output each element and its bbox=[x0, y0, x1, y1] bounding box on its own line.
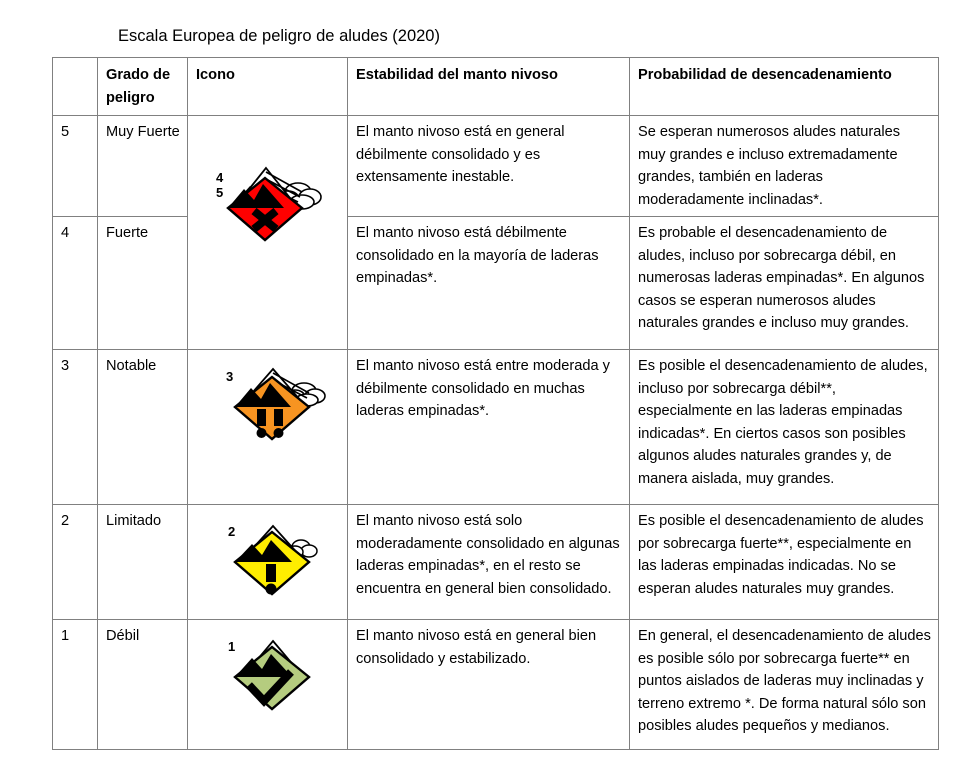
cell-grade-3: Notable bbox=[98, 350, 188, 505]
svg-text:2: 2 bbox=[228, 524, 236, 539]
svg-text:3: 3 bbox=[226, 369, 234, 384]
danger-icon-level-2 bbox=[196, 518, 356, 606]
cell-icon-level-1 bbox=[188, 620, 348, 750]
table-row bbox=[53, 116, 939, 217]
cell-grade-1: Débil bbox=[98, 620, 188, 750]
cell-probability-1: En general, el desencadenamiento de aludes es posible sólo por sobrecarga fuerte** en puntos aislados de laderas muy inclinadas y terreno extremo *. De forma natural sólo son posibles aludes pequeños y medianos. bbox=[630, 620, 939, 750]
svg-text:1: 1 bbox=[228, 639, 236, 654]
svg-text:5: 5 bbox=[216, 185, 224, 200]
cell-stability-4: El manto nivoso está débilmente consolidado en la mayoría de laderas empinadas*. bbox=[348, 217, 630, 350]
cell-stability-3: El manto nivoso está entre moderada y débilmente consolidado en muchas laderas empinadas*. bbox=[348, 350, 630, 505]
cell-icon-level-5-4 bbox=[188, 116, 348, 350]
cell-level-2: 2 bbox=[53, 505, 98, 620]
cell-stability-5: El manto nivoso está en general débilmente consolidado y es extensamente inestable. bbox=[348, 116, 630, 217]
cell-probability-5: Se esperan numerosos aludes naturales muy grandes e incluso extremadamente grandes, también en laderas moderadamente inclinadas*. bbox=[630, 116, 939, 217]
cell-probability-4: Es probable el desencadenamiento de aludes, incluso por sobrecarga débil, en numerosas laderas empinadas*. En algunos casos se esperan numerosos aludes naturales grandes e incluso muy grandes. bbox=[630, 217, 939, 350]
table-row bbox=[53, 350, 939, 505]
page-title: Escala Europea de peligro de aludes (2020) bbox=[118, 27, 440, 45]
cell-probability-3: Es posible el desencadenamiento de aludes, incluso por sobrecarga débil**, especialmente en las laderas empinadas indicadas*. En ciertos casos son posibles algunos aludes naturales grandes y, de manera aislada, muy grandes. bbox=[630, 350, 939, 505]
cell-stability-2: El manto nivoso está solo moderadamente consolidado en algunas laderas empinadas*, en el resto se encuentra en general bien consolidado. bbox=[348, 505, 630, 620]
column-header-icon: Icono bbox=[188, 58, 348, 116]
table-row bbox=[53, 620, 939, 750]
column-header-grade: Grado de peligro bbox=[98, 58, 188, 116]
danger-icon-level-3 bbox=[196, 363, 356, 455]
cell-level-4: 4 bbox=[53, 217, 98, 350]
cell-grade-4: Fuerte bbox=[98, 217, 188, 350]
cell-grade-2: Limitado bbox=[98, 505, 188, 620]
table-row bbox=[53, 505, 939, 620]
cell-level-5: 5 bbox=[53, 116, 98, 217]
cell-icon-level-2 bbox=[188, 505, 348, 620]
column-header-stability: Estabilidad del manto nivoso bbox=[348, 58, 630, 116]
column-header-level bbox=[53, 58, 98, 116]
cell-level-3: 3 bbox=[53, 350, 98, 505]
cell-icon-level-3 bbox=[188, 350, 348, 505]
cell-grade-5: Muy Fuerte bbox=[98, 116, 188, 217]
danger-icon-level-5-4 bbox=[210, 156, 330, 256]
column-header-probability: Probabilidad de desencadenamiento bbox=[630, 58, 939, 116]
cell-level-1: 1 bbox=[53, 620, 98, 750]
table-row bbox=[53, 217, 939, 350]
cell-stability-1: El manto nivoso está en general bien consolidado y estabilizado. bbox=[348, 620, 630, 750]
cell-probability-2: Es posible el desencadenamiento de aludes por sobrecarga fuerte**, especialmente en las laderas empinadas indicadas. No se esperan aludes naturales muy grandes. bbox=[630, 505, 939, 620]
avalanche-danger-scale-table bbox=[52, 57, 939, 750]
svg-text:4: 4 bbox=[216, 170, 224, 185]
danger-icon-level-1 bbox=[196, 633, 356, 721]
table-header-row bbox=[53, 58, 939, 116]
